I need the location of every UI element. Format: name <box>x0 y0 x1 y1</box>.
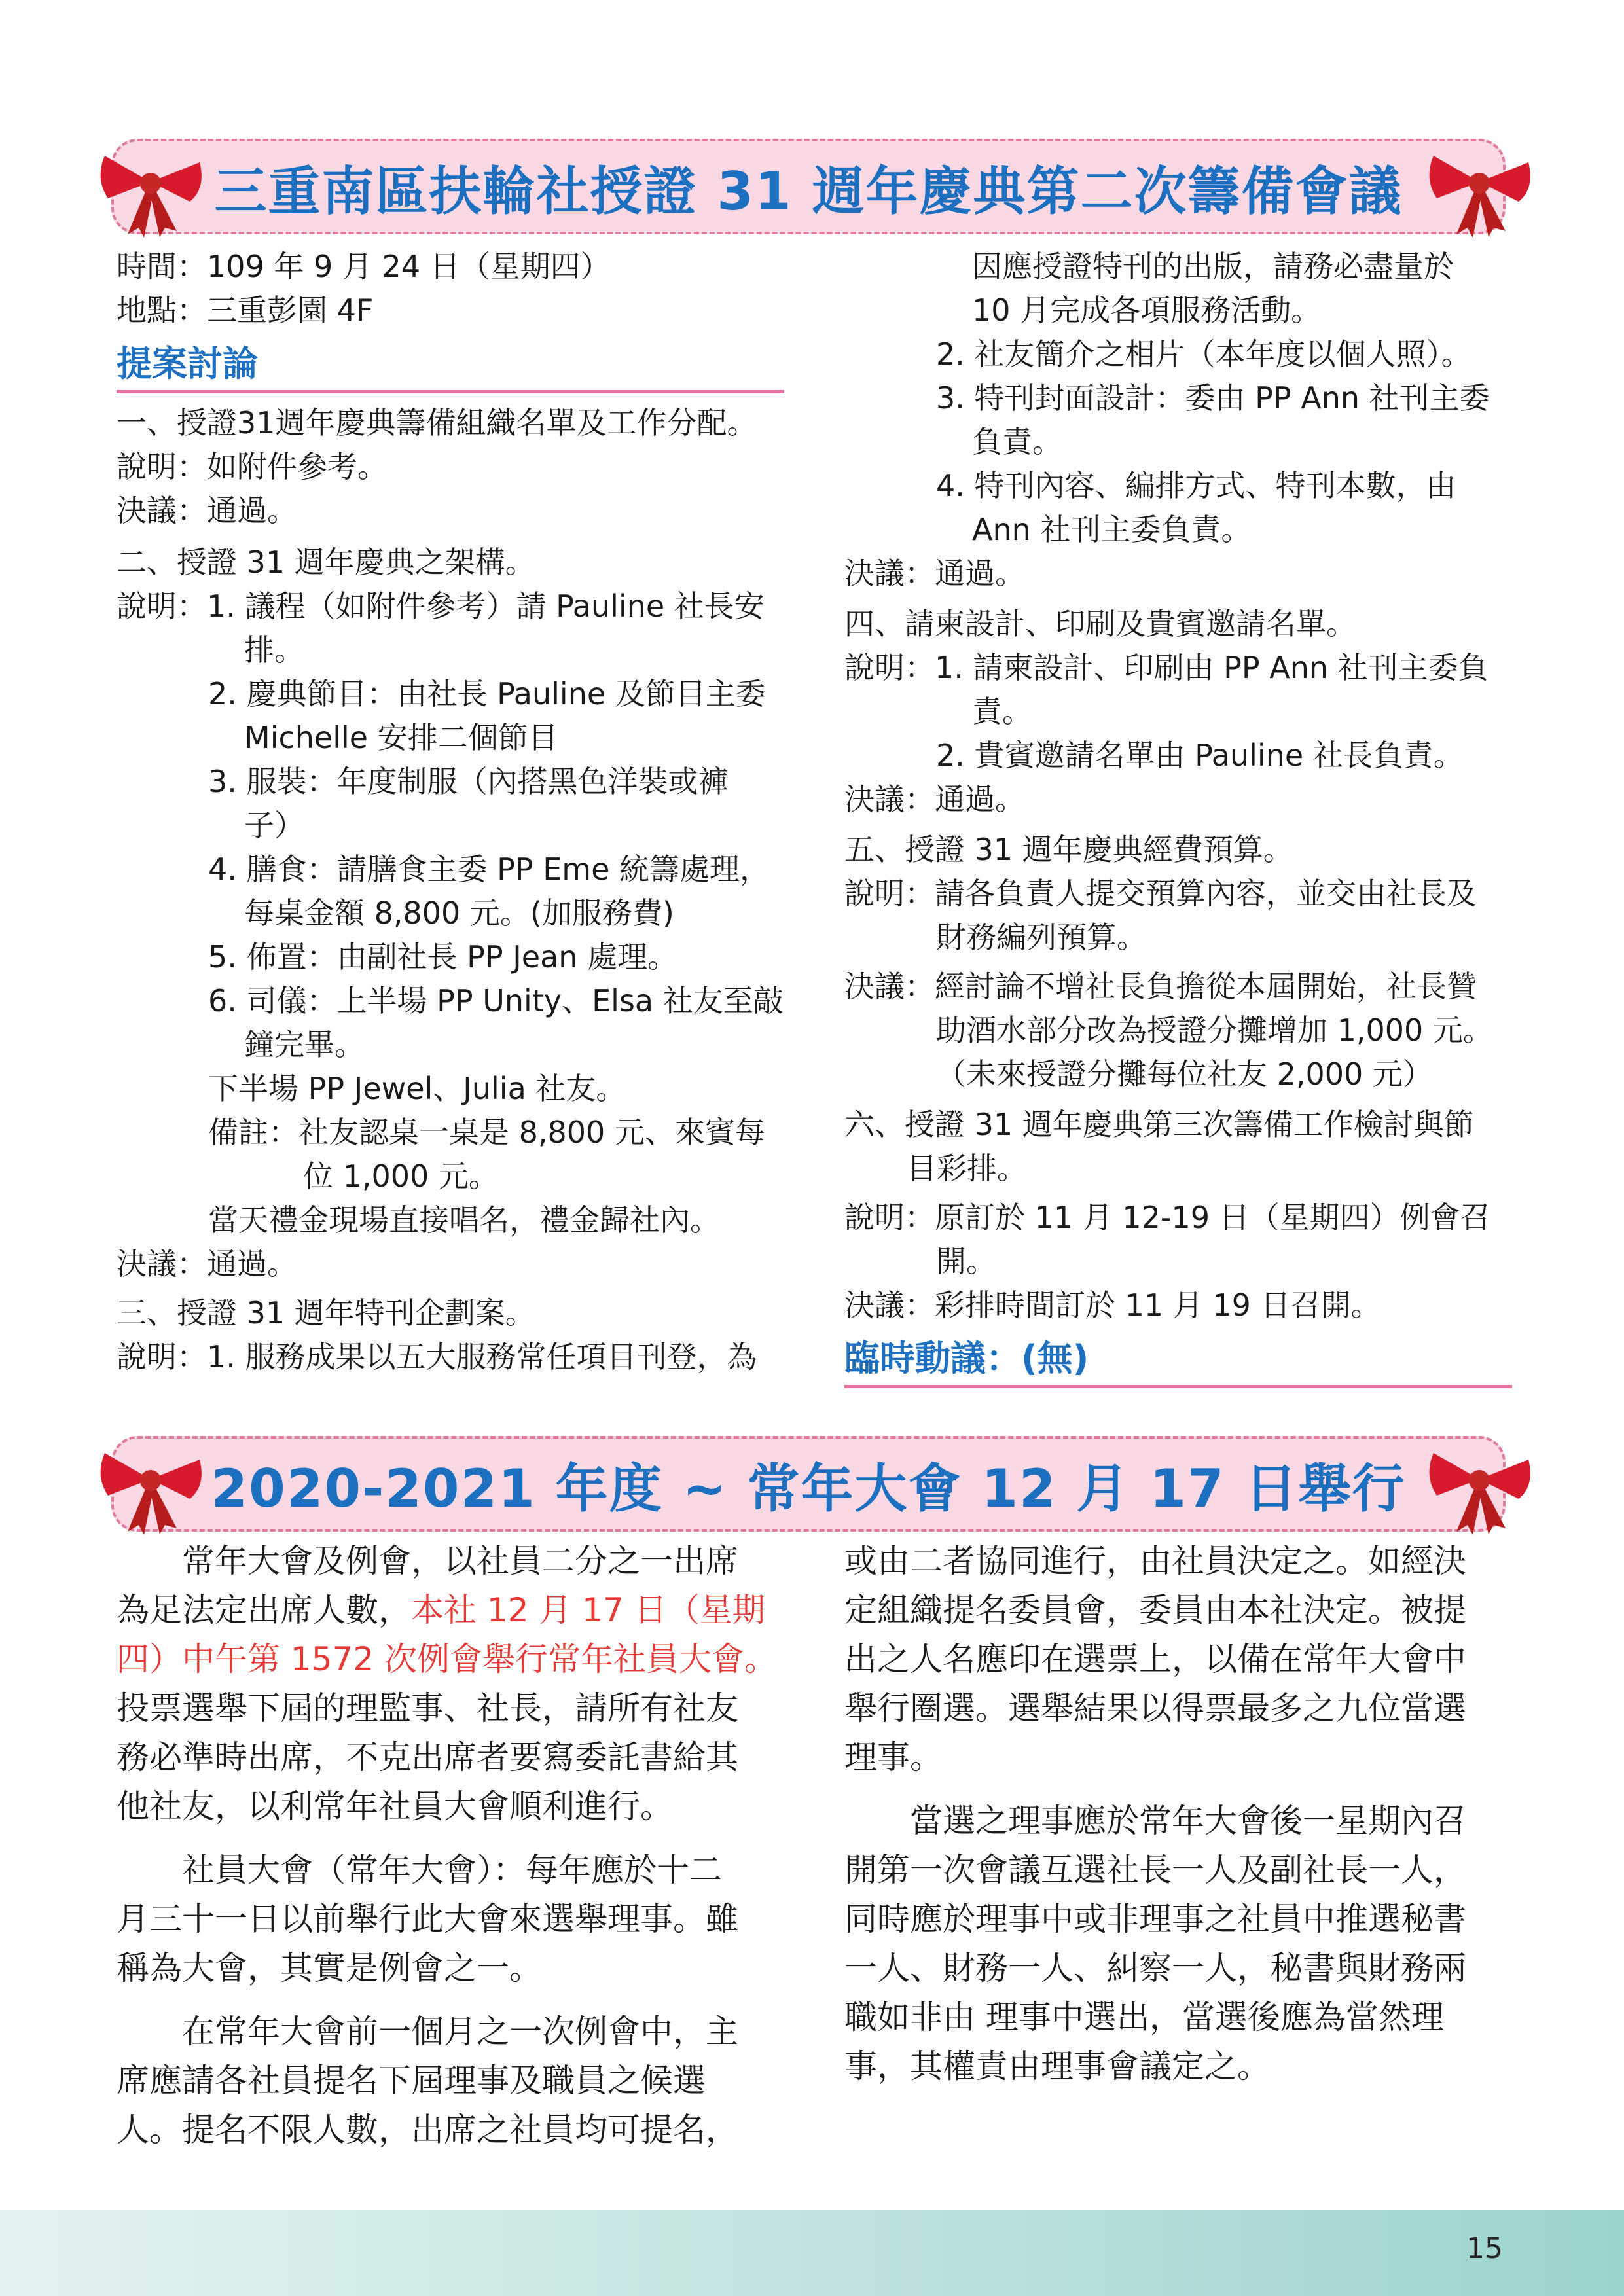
agenda-line: 說明：請各負責人提交預算內容，並交由社長及 <box>844 876 1477 911</box>
agenda-line: Michelle 安排二個節目 <box>244 720 558 755</box>
paragraph-text: 為足法定出席人數， <box>117 1591 411 1629</box>
agenda-line: 子） <box>244 808 304 843</box>
paragraph-line: 月三十一日以前舉行此大會來選舉理事。雖 <box>117 1900 738 1938</box>
agenda-line: 10 月完成各項服務活動。 <box>972 293 1322 328</box>
meeting-location: 地點：三重彭園 4F <box>117 293 374 328</box>
agenda-line: 開。 <box>936 1244 996 1279</box>
paragraph-line: 社員大會（常年大會）：每年應於十二 <box>182 1851 722 1889</box>
agenda-line: 因應授證特刊的出版，請務必盡量於 <box>972 249 1454 284</box>
ribbon-bow-icon <box>1420 1427 1538 1538</box>
agenda-line: 6. 司儀：上半場 PP Unity、Elsa 社友至敲 <box>208 983 784 1018</box>
agenda-line: 備註：社友認桌一桌是 8,800 元、來賓每 <box>208 1115 765 1150</box>
paragraph-line: 一人、財務一人、糾察一人，秘書與財務兩 <box>844 1949 1466 1987</box>
paragraph-line: 舉行圈選。選舉結果以得票最多之九位當選 <box>844 1689 1466 1727</box>
agenda-line: 財務編列預算。 <box>936 920 1147 955</box>
agenda-line: 每桌金額 8,800 元。(加服務費) <box>244 895 674 931</box>
agenda-line: 三、授證 31 週年特刊企劃案。 <box>117 1295 535 1331</box>
assembly-left-column <box>117 1537 784 2155</box>
agenda-line: 決議：通過。 <box>844 781 1025 817</box>
agenda-line: 責。 <box>972 694 1032 729</box>
paragraph-line: 事，其權責由理事會議定之。 <box>844 2047 1270 2085</box>
ribbon-bow-icon <box>92 130 209 241</box>
paragraph-line: 出之人名應印在選票上，以備在常年大會中 <box>844 1640 1466 1678</box>
agenda-line: 下半場 PP Jewel、Julia 社友。 <box>208 1071 626 1106</box>
paragraph-line: 同時應於理事中或非理事之社員中推選秘書 <box>844 1900 1466 1938</box>
meeting-time: 時間：109 年 9 月 24 日（星期四） <box>117 249 611 284</box>
agenda-line: 說明：如附件參考。 <box>117 449 388 484</box>
paragraph-line: 席應請各社員提名下屆理事及職員之候選 <box>117 2062 706 2100</box>
agenda-line: 決議：通過。 <box>117 1246 297 1282</box>
agenda-line: （未來授證分攤每位社友 2,000 元） <box>936 1056 1433 1092</box>
highlight-text: 本社 12 月 17 日（星期 <box>411 1591 765 1629</box>
agenda-line: 說明：1. 請柬設計、印刷由 PP Ann 社刊主委負 <box>844 650 1489 685</box>
meeting-left-column <box>117 245 784 1379</box>
paragraph-line: 投票選舉下屆的理監事、社長，請所有社友 <box>117 1689 738 1727</box>
ribbon-bow-icon <box>1420 130 1538 241</box>
agenda-line: 決議：通過。 <box>117 493 297 528</box>
agenda-line: 4. 膳食：請膳食主委 PP Eme 統籌處理， <box>208 852 770 887</box>
agenda-line: 3. 特刊封面設計：委由 PP Ann 社刊主委 <box>936 380 1490 416</box>
agenda-line: 說明：1. 服務成果以五大服務常任項目刊登，為 <box>117 1339 757 1374</box>
assembly-right-column <box>844 1537 1512 2091</box>
proposal-heading: 提案討論 <box>117 338 784 393</box>
agenda-line: 二、授證 31 週年慶典之架構。 <box>117 545 535 580</box>
paragraph-line: 開第一次會議互選社長一人及副社長一人， <box>844 1851 1466 1889</box>
agenda-line: 位 1,000 元。 <box>303 1158 499 1194</box>
paragraph-line <box>117 1586 784 1635</box>
paragraph-line: 稱為大會，其實是例會之一。 <box>117 1949 542 1987</box>
agenda-line: 說明：原訂於 11 月 12-19 日（星期四）例會召 <box>844 1200 1490 1235</box>
paragraph-line: 常年大會及例會，以社員二分之一出席 <box>182 1542 738 1580</box>
agenda-line: 2. 慶典節目：由社長 Pauline 及節目主委 <box>208 676 766 711</box>
page-footer <box>0 2210 1624 2296</box>
meeting-banner <box>111 139 1506 234</box>
meeting-banner-title: 三重南區扶輪社授證 31 週年慶典第二次籌備會議 <box>214 160 1403 222</box>
adhoc-heading: 臨時動議：(無) <box>844 1333 1512 1388</box>
paragraph-line: 人。提名不限人數，出席之社員均可提名， <box>117 2111 738 2149</box>
ribbon-bow-icon <box>92 1427 209 1538</box>
paragraph-line: 務必準時出席，不克出席者要寫委託書給其 <box>117 1738 738 1776</box>
agenda-line: Ann 社刊主委負責。 <box>972 512 1252 547</box>
paragraph-line: 職如非由 理事中選出，當選後應為當然理 <box>844 1998 1444 2036</box>
paragraph-line: 當選之理事應於常年大會後一星期內召 <box>910 1802 1466 1840</box>
agenda-line: 決議：經討論不增社長負擔從本屆開始，社長贊 <box>844 969 1477 1004</box>
agenda-line: 四、請柬設計、印刷及貴賓邀請名單。 <box>844 606 1356 641</box>
agenda-line: 5. 佈置：由副社長 PP Jean 處理。 <box>208 939 678 975</box>
meeting-right-column <box>844 245 1512 1388</box>
agenda-line: 負責。 <box>972 424 1062 459</box>
page-number: 15 <box>1466 2232 1503 2265</box>
assembly-banner-title: 2020-2021 年度 ~ 常年大會 12 月 17 日舉行 <box>211 1458 1406 1519</box>
agenda-line: 六、授證 31 週年慶典第三次籌備工作檢討與節 <box>844 1107 1474 1142</box>
agenda-line: 2. 社友簡介之相片（本年度以個人照）。 <box>936 336 1471 372</box>
agenda-line: 五、授證 31 週年慶典經費預算。 <box>844 832 1293 867</box>
agenda-line: 目彩排。 <box>907 1151 1027 1186</box>
agenda-line: 4. 特刊內容、編排方式、特刊本數，由 <box>936 468 1456 503</box>
highlight-line: 四）中午第 1572 次例會舉行常年社員大會。 <box>117 1640 778 1678</box>
paragraph-line: 在常年大會前一個月之一次例會中，主 <box>182 2013 738 2051</box>
agenda-line: 決議：彩排時間訂於 11 月 19 日召開。 <box>844 1287 1381 1323</box>
agenda-line: 當天禮金現場直接唱名，禮金歸社內。 <box>208 1202 720 1238</box>
agenda-line: 一、授證31週年慶典籌備組織名單及工作分配。 <box>117 405 757 440</box>
paragraph-line: 或由二者協同進行，由社員決定之。如經決 <box>844 1542 1466 1580</box>
paragraph-line: 他社友，以利常年社員大會順利進行。 <box>117 1787 673 1825</box>
paragraph-line: 定組織提名委員會，委員由本社決定。被提 <box>844 1591 1466 1629</box>
agenda-line: 2. 貴賓邀請名單由 Pauline 社長負責。 <box>936 738 1464 773</box>
paragraph-line: 理事。 <box>844 1738 943 1776</box>
agenda-line: 排。 <box>244 632 304 668</box>
agenda-line: 說明：1. 議程（如附件參考）請 Pauline 社長安 <box>117 588 765 624</box>
agenda-line: 決議：通過。 <box>844 556 1025 591</box>
agenda-line: 助酒水部分改為授證分攤增加 1,000 元。 <box>936 1013 1493 1048</box>
agenda-line: 鐘完畢。 <box>244 1027 365 1062</box>
assembly-banner <box>111 1436 1506 1532</box>
agenda-line: 3. 服裝：年度制服（內搭黑色洋裝或褲 <box>208 764 729 799</box>
